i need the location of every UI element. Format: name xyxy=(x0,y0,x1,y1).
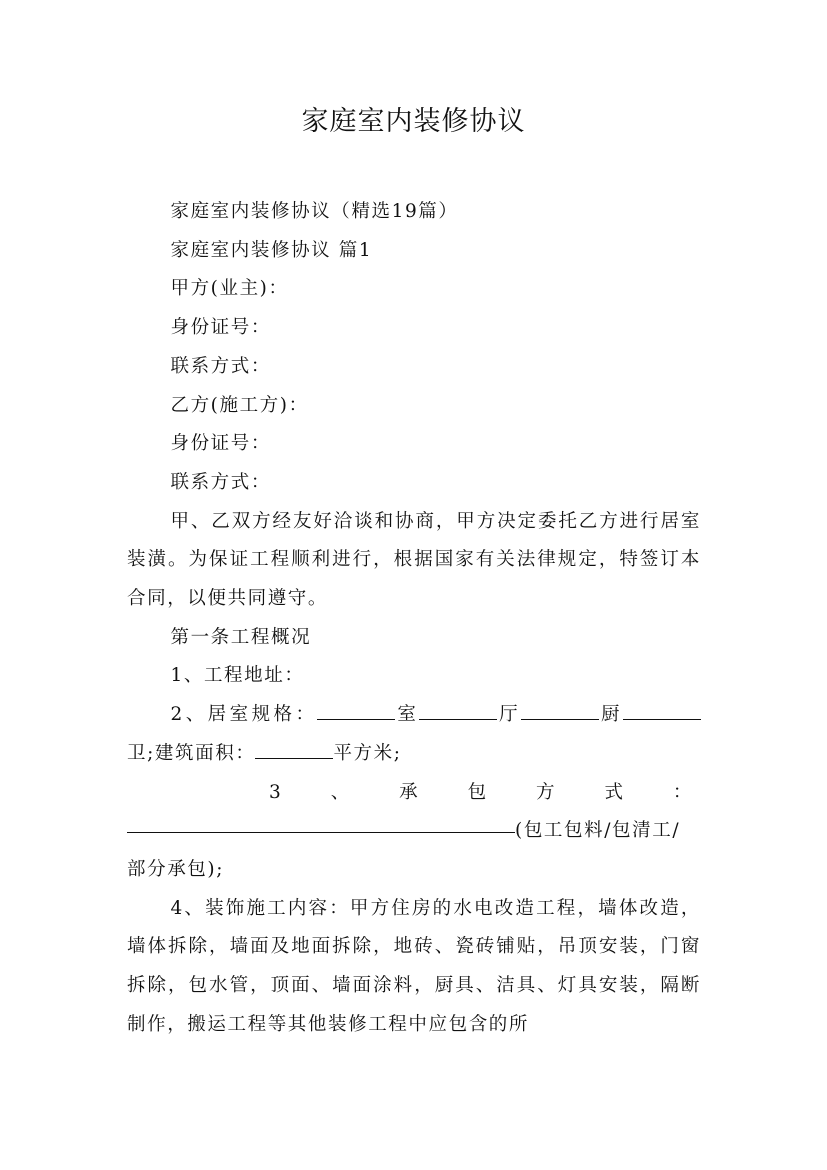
item-3-char: 3 xyxy=(269,781,283,803)
bath-area-label: 卫;建筑面积： xyxy=(127,742,256,764)
party-a-id-line: 身份证号： xyxy=(170,317,271,339)
kitchen-count-blank[interactable] xyxy=(521,700,599,720)
item-4-paragraph: 4、装饰施工内容：甲方住房的水电改造工程，墙体改造，墙体拆除，墙面及地面拆除，地砖、瓷砖铺贴，吊顶安装，门窗拆除，包水管，顶面、墙面涂料，厨具、洁具、灯具安装，隔断制作，搬运工程等其他装修工程中应包含的所 xyxy=(127,897,701,1035)
document-body xyxy=(127,193,701,1044)
bath-count-blank[interactable] xyxy=(623,700,701,720)
item-3-char: 方 xyxy=(536,781,557,803)
area-blank[interactable] xyxy=(255,738,333,758)
room-count-blank[interactable] xyxy=(317,700,395,720)
item-3-char: 式 xyxy=(604,781,625,803)
item-3-char: 包 xyxy=(467,781,488,803)
item-2-room-spec xyxy=(127,696,701,773)
kitchen-label: 厨 xyxy=(599,704,623,726)
item-3-char: ： xyxy=(672,781,693,803)
hall-count-blank[interactable] xyxy=(419,700,497,720)
item-3-spread-line xyxy=(127,774,701,813)
item-2-prefix: 2、居室规格： xyxy=(170,704,318,726)
party-a-contact-line: 联系方式： xyxy=(170,355,271,377)
hall-label: 厅 xyxy=(497,704,522,726)
item-3-options: (包工包料/包清工/ xyxy=(515,820,681,842)
contract-method-blank[interactable] xyxy=(127,812,515,832)
intro-paragraph: 甲、乙双方经友好洽谈和协商，甲方决定委托乙方进行居室装潢。为保证工程顺利进行，根据国家有关法律规定，特签订本合同，以便共同遵守。 xyxy=(127,510,701,610)
party-a-line: 甲方(业主)： xyxy=(170,278,289,300)
area-unit-label: 平方米; xyxy=(333,742,402,764)
item-3-char: 承 xyxy=(399,781,420,803)
party-b-contact-line: 联系方式： xyxy=(170,471,271,493)
party-b-id-line: 身份证号： xyxy=(170,433,271,455)
party-b-line: 乙方(施工方)： xyxy=(170,394,309,416)
part-heading: 家庭室内装修协议 篇1 xyxy=(170,239,373,261)
item-3-tail: 部分承包); xyxy=(127,858,225,880)
item-1-address: 1、工程地址： xyxy=(170,665,305,687)
room-label: 室 xyxy=(395,704,420,726)
item-3-char: 、 xyxy=(330,781,351,803)
item-3-options-line xyxy=(127,812,701,851)
document-title: 家庭室内装修协议 xyxy=(301,106,526,137)
article-1-heading: 第一条工程概况 xyxy=(170,626,312,648)
subtitle-line: 家庭室内装修协议（精选19篇） xyxy=(170,201,459,222)
